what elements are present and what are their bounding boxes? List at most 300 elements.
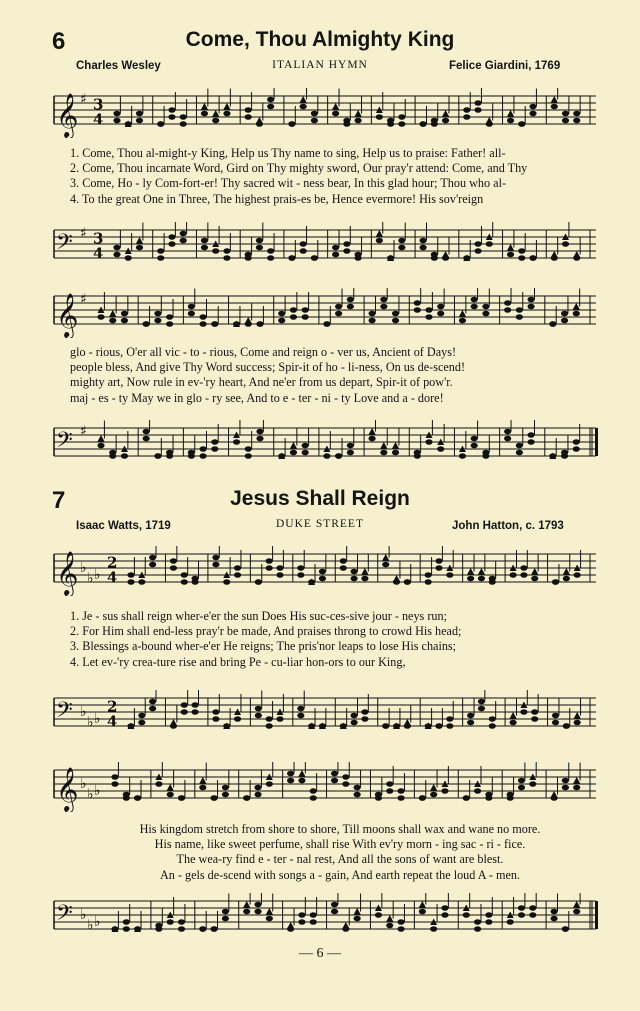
note-head bbox=[386, 781, 393, 787]
note-head bbox=[302, 307, 309, 313]
hymn-number: 7 bbox=[52, 487, 66, 514]
bass-clef-icon: 𝄢 bbox=[56, 901, 73, 931]
note-head bbox=[419, 121, 426, 127]
note-head bbox=[243, 901, 250, 908]
flat-icon: ♭ bbox=[87, 917, 94, 934]
lyric-line: 3. Blessings a-bound wher-e'er He reigns; The pris'nor leaps to lose His chains; bbox=[70, 639, 457, 654]
note-head bbox=[347, 443, 354, 449]
treble-clef-icon: 𝄞 bbox=[56, 767, 79, 811]
note-head bbox=[109, 310, 116, 317]
flat-icon: ♭ bbox=[87, 714, 94, 731]
note-head bbox=[255, 706, 262, 712]
note-head bbox=[211, 439, 218, 445]
note-head bbox=[489, 716, 496, 722]
note-head bbox=[552, 720, 559, 726]
note-head bbox=[113, 111, 120, 117]
flat-icon: ♭ bbox=[87, 570, 94, 587]
time-signature-numerator: 2 bbox=[107, 697, 118, 716]
note-head bbox=[310, 912, 317, 918]
note-head bbox=[323, 321, 330, 327]
note-head bbox=[254, 785, 261, 791]
note-head bbox=[178, 919, 185, 925]
note-head bbox=[256, 429, 263, 435]
sharp-icon: ♯ bbox=[80, 291, 87, 308]
note-head bbox=[386, 923, 393, 929]
time-signature-numerator: 3 bbox=[93, 95, 104, 114]
note-head bbox=[380, 450, 387, 456]
note-head bbox=[414, 300, 421, 306]
note-head bbox=[127, 572, 134, 578]
note-head bbox=[136, 118, 143, 124]
note-head bbox=[518, 912, 525, 918]
note-head bbox=[392, 318, 399, 324]
note-head bbox=[138, 579, 145, 585]
note-head bbox=[392, 311, 399, 317]
note-head bbox=[134, 795, 141, 801]
note-head bbox=[178, 795, 185, 801]
note-head bbox=[520, 572, 527, 578]
note-head bbox=[201, 238, 208, 244]
note-head bbox=[485, 795, 492, 801]
note-head bbox=[437, 446, 444, 452]
note-head bbox=[121, 311, 128, 317]
note-head bbox=[509, 572, 516, 578]
note-head bbox=[361, 716, 368, 722]
note-head bbox=[123, 919, 130, 925]
note-head bbox=[234, 572, 241, 578]
note-head bbox=[425, 572, 432, 578]
note-head bbox=[199, 453, 206, 459]
sharp-icon: ♯ bbox=[80, 423, 87, 440]
flat-icon: ♭ bbox=[94, 914, 101, 930]
lyric-line: The wea-ry find e - ter - nal rest, And all the sons of want are blest. bbox=[176, 852, 504, 867]
note-head bbox=[125, 255, 132, 261]
note-head bbox=[233, 321, 240, 327]
note-head bbox=[266, 565, 273, 571]
note-head bbox=[404, 723, 411, 729]
note-head bbox=[310, 788, 317, 794]
note-head bbox=[516, 443, 523, 449]
note-head bbox=[166, 314, 173, 320]
note-head bbox=[138, 720, 145, 726]
note-head bbox=[347, 304, 354, 310]
note-head bbox=[298, 770, 305, 777]
note-head bbox=[342, 781, 349, 787]
note-head bbox=[573, 255, 580, 261]
note-head bbox=[245, 453, 252, 459]
note-head bbox=[298, 919, 305, 925]
note-head bbox=[387, 255, 394, 261]
lyric-line: maj - es - ty May we in glo - ry see, And to e - ter - ni - ty Love and a - dore! bbox=[70, 390, 444, 405]
note-head bbox=[212, 248, 219, 254]
time-signature-numerator: 2 bbox=[107, 553, 118, 572]
note-head bbox=[529, 781, 536, 787]
note-head bbox=[245, 321, 252, 327]
flat-icon: ♭ bbox=[80, 560, 87, 576]
note-head bbox=[278, 453, 285, 459]
note-head bbox=[419, 795, 426, 801]
note-head bbox=[123, 926, 130, 932]
note-head bbox=[266, 908, 273, 915]
note-head bbox=[331, 771, 338, 777]
note-head bbox=[478, 706, 485, 712]
note-head bbox=[368, 311, 375, 317]
note-head bbox=[518, 121, 525, 127]
note-head bbox=[287, 771, 294, 777]
note-head bbox=[355, 118, 362, 124]
hymn-author: Isaac Watts, 1719 bbox=[76, 520, 171, 532]
note-head bbox=[573, 439, 580, 445]
note-head bbox=[347, 297, 354, 303]
note-head bbox=[149, 706, 156, 712]
note-head bbox=[343, 248, 350, 254]
note-head bbox=[463, 114, 470, 120]
note-head bbox=[222, 916, 229, 922]
lyric-line: His name, like sweet perfume, shall rise With ev'ry morn - ing sac - ri - fice. bbox=[154, 837, 526, 852]
note-head bbox=[254, 792, 261, 798]
music-staff-treble bbox=[48, 546, 608, 596]
note-head bbox=[463, 107, 470, 113]
music-staff-treble bbox=[48, 88, 608, 138]
note-head bbox=[170, 723, 177, 729]
note-head bbox=[431, 121, 438, 127]
flat-icon: ♭ bbox=[80, 907, 87, 923]
note-head bbox=[310, 795, 317, 801]
lyric-line: mighty art, Now rule in ev-'ry heart, And ne'er from us depart, Spir-it of pow'r. bbox=[70, 375, 453, 390]
note-head bbox=[136, 245, 143, 251]
note-head bbox=[332, 103, 339, 110]
note-head bbox=[430, 926, 437, 932]
note-head bbox=[520, 709, 527, 715]
note-head bbox=[245, 446, 252, 452]
hymn-composer: John Hatton, c. 1793 bbox=[452, 520, 564, 532]
flat-icon: ♭ bbox=[94, 567, 101, 583]
note-head bbox=[467, 720, 474, 726]
note-head bbox=[234, 565, 241, 571]
note-head bbox=[561, 311, 568, 317]
note-head bbox=[474, 241, 481, 247]
note-head bbox=[297, 706, 304, 712]
note-head bbox=[266, 558, 273, 564]
note-head bbox=[404, 579, 411, 585]
note-head bbox=[298, 912, 305, 918]
note-head bbox=[180, 114, 187, 120]
note-head bbox=[350, 720, 357, 726]
note-head bbox=[482, 311, 489, 317]
note-head bbox=[267, 104, 274, 110]
note-head bbox=[527, 432, 534, 438]
note-head bbox=[98, 435, 105, 442]
note-head bbox=[267, 255, 274, 261]
note-head bbox=[507, 252, 514, 258]
bass-clef-icon: 𝄢 bbox=[56, 698, 73, 728]
hymn-lyrics-block bbox=[70, 345, 610, 406]
note-head bbox=[211, 321, 218, 327]
note-head bbox=[573, 446, 580, 452]
note-head bbox=[549, 321, 556, 327]
note-head bbox=[266, 781, 273, 787]
note-head bbox=[300, 104, 307, 110]
note-head bbox=[482, 453, 489, 459]
note-head bbox=[563, 576, 570, 582]
note-head bbox=[143, 429, 150, 435]
note-head bbox=[212, 716, 219, 722]
note-head bbox=[255, 713, 262, 719]
note-head bbox=[562, 118, 569, 124]
hymn-tune-name: ITALIAN HYMN bbox=[272, 59, 368, 71]
note-head bbox=[527, 439, 534, 445]
note-head bbox=[509, 720, 516, 726]
note-head bbox=[109, 318, 116, 324]
note-head bbox=[518, 255, 525, 261]
note-head bbox=[342, 774, 349, 780]
note-head bbox=[149, 562, 156, 568]
note-head bbox=[109, 453, 116, 459]
note-head bbox=[507, 110, 514, 117]
note-head bbox=[563, 723, 570, 729]
note-head bbox=[319, 569, 326, 575]
note-head bbox=[288, 255, 295, 261]
note-head bbox=[441, 905, 448, 911]
note-head bbox=[459, 310, 466, 317]
note-head bbox=[529, 912, 536, 918]
note-head bbox=[474, 100, 481, 106]
note-head bbox=[529, 255, 536, 261]
note-head bbox=[298, 778, 305, 784]
note-head bbox=[310, 919, 317, 925]
note-head bbox=[518, 778, 525, 784]
note-head bbox=[507, 795, 514, 801]
note-head bbox=[392, 450, 399, 456]
note-head bbox=[243, 909, 250, 915]
note-head bbox=[574, 572, 581, 578]
note-head bbox=[350, 569, 357, 575]
note-head bbox=[562, 241, 569, 247]
note-head bbox=[149, 555, 156, 561]
note-head bbox=[266, 723, 273, 729]
final-barline bbox=[595, 901, 598, 929]
note-head bbox=[332, 252, 339, 258]
note-head bbox=[223, 103, 230, 110]
lyric-line: 1. Come, Thou al-might-y King, Help us Thy name to sing, Help us to praise: Father! all- bbox=[70, 146, 506, 160]
note-head bbox=[516, 314, 523, 320]
note-head bbox=[463, 795, 470, 801]
note-head bbox=[212, 110, 219, 117]
note-head bbox=[290, 442, 297, 449]
note-head bbox=[376, 230, 383, 237]
note-head bbox=[125, 121, 132, 127]
note-head bbox=[489, 579, 496, 585]
note-head bbox=[425, 307, 432, 313]
note-head bbox=[223, 255, 230, 261]
sharp-icon: ♯ bbox=[80, 225, 87, 242]
note-head bbox=[368, 318, 375, 324]
note-head bbox=[527, 304, 534, 310]
note-head bbox=[113, 252, 120, 258]
note-head bbox=[223, 248, 230, 254]
music-staff-bass bbox=[48, 893, 608, 943]
note-head bbox=[382, 554, 389, 561]
time-signature-denominator: 4 bbox=[93, 110, 104, 129]
note-head bbox=[167, 792, 174, 798]
note-head bbox=[266, 916, 273, 922]
note-head bbox=[180, 238, 187, 244]
final-barline bbox=[595, 428, 598, 456]
hymn-number: 6 bbox=[52, 28, 66, 55]
note-head bbox=[573, 901, 580, 908]
note-head bbox=[302, 314, 309, 320]
note-head bbox=[256, 436, 263, 442]
note-head bbox=[323, 453, 330, 459]
note-head bbox=[425, 579, 432, 585]
music-staff-bass bbox=[48, 690, 608, 740]
note-head bbox=[398, 245, 405, 251]
note-head bbox=[340, 565, 347, 571]
note-head bbox=[430, 792, 437, 798]
note-head bbox=[154, 453, 161, 459]
page-number: — 6 — bbox=[299, 946, 341, 961]
note-head bbox=[191, 702, 198, 708]
note-head bbox=[354, 792, 361, 798]
lyric-line: His kingdom stretch from shore to shore, Till moons shall wax and wane no more. bbox=[139, 822, 541, 836]
note-head bbox=[181, 579, 188, 585]
note-head bbox=[181, 709, 188, 715]
note-head bbox=[380, 304, 387, 310]
note-head bbox=[149, 699, 156, 705]
note-head bbox=[573, 777, 580, 784]
note-head bbox=[474, 919, 481, 925]
note-head bbox=[471, 443, 478, 449]
flat-icon: ♭ bbox=[80, 776, 87, 792]
note-head bbox=[463, 255, 470, 261]
note-head bbox=[223, 111, 230, 117]
note-head bbox=[222, 792, 229, 798]
note-head bbox=[398, 238, 405, 244]
lyric-line: 1. Je - sus shall reign wher-e'er the sun Does His suc-ces-sive jour - neys run; bbox=[70, 609, 447, 623]
note-head bbox=[516, 307, 523, 313]
note-head bbox=[442, 110, 449, 117]
note-head bbox=[311, 118, 318, 124]
note-head bbox=[155, 926, 162, 932]
note-head bbox=[335, 304, 342, 310]
hymn-title: Jesus Shall Reign bbox=[230, 487, 410, 510]
hymn-lyrics-block bbox=[60, 822, 620, 883]
note-head bbox=[562, 785, 569, 791]
note-head bbox=[170, 565, 177, 571]
note-head bbox=[278, 318, 285, 324]
note-head bbox=[188, 304, 195, 310]
note-head bbox=[297, 713, 304, 719]
note-head bbox=[111, 781, 118, 787]
note-head bbox=[471, 304, 478, 310]
note-head bbox=[331, 909, 338, 915]
treble-clef-icon: 𝄞 bbox=[56, 93, 79, 137]
note-head bbox=[180, 121, 187, 127]
note-head bbox=[211, 926, 218, 932]
note-head bbox=[201, 103, 208, 110]
note-head bbox=[350, 576, 357, 582]
note-head bbox=[113, 118, 120, 124]
note-head bbox=[157, 248, 164, 254]
note-head bbox=[256, 238, 263, 244]
note-head bbox=[350, 713, 357, 719]
note-head bbox=[393, 579, 400, 585]
note-head bbox=[467, 576, 474, 582]
note-head bbox=[459, 318, 466, 324]
note-head bbox=[276, 572, 283, 578]
treble-clef-icon: 𝄞 bbox=[56, 293, 79, 337]
note-head bbox=[486, 241, 493, 247]
note-head bbox=[181, 702, 188, 708]
note-head bbox=[386, 915, 393, 922]
note-head bbox=[201, 111, 208, 117]
note-head bbox=[446, 716, 453, 722]
note-head bbox=[392, 442, 399, 449]
note-head bbox=[397, 926, 404, 932]
note-head bbox=[376, 114, 383, 120]
note-head bbox=[552, 713, 559, 719]
hymn-composer: Felice Giardini, 1769 bbox=[449, 60, 561, 72]
hymn-lyrics-block bbox=[70, 146, 610, 207]
note-head bbox=[245, 255, 252, 261]
note-head bbox=[319, 723, 326, 729]
note-head bbox=[435, 558, 442, 564]
lyric-line: 4. To the great One in Three, The highest prais-es be, Hence evermore! His sov'reign bbox=[70, 191, 484, 206]
note-head bbox=[199, 926, 206, 932]
note-head bbox=[342, 926, 349, 932]
time-signature-denominator: 4 bbox=[107, 568, 118, 587]
note-head bbox=[375, 795, 382, 801]
note-head bbox=[154, 311, 161, 317]
note-head bbox=[474, 788, 481, 794]
note-head bbox=[573, 785, 580, 791]
note-head bbox=[376, 238, 383, 244]
note-head bbox=[167, 919, 174, 925]
note-head bbox=[276, 716, 283, 722]
note-head bbox=[459, 453, 466, 459]
note-head bbox=[168, 114, 175, 120]
note-head bbox=[256, 121, 263, 127]
note-head bbox=[340, 558, 347, 564]
note-head bbox=[419, 909, 426, 915]
note-head bbox=[143, 436, 150, 442]
note-head bbox=[211, 446, 218, 452]
note-head bbox=[478, 576, 485, 582]
note-head bbox=[134, 926, 141, 932]
note-head bbox=[531, 716, 538, 722]
note-head bbox=[332, 245, 339, 251]
note-head bbox=[332, 111, 339, 117]
note-head bbox=[136, 237, 143, 244]
time-signature-denominator: 4 bbox=[93, 244, 104, 263]
note-head bbox=[155, 781, 162, 787]
note-head bbox=[319, 576, 326, 582]
lyric-line: 2. For Him shall end-less pray'r be made, And praises throng to crowd His head; bbox=[70, 624, 462, 639]
lyric-line: people bless, And give Thy Word success; Spir-it of ho - li-ness, On us de-scend! bbox=[70, 360, 466, 375]
note-head bbox=[562, 111, 569, 117]
note-head bbox=[343, 241, 350, 247]
note-head bbox=[354, 916, 361, 922]
note-head bbox=[529, 104, 536, 110]
note-head bbox=[157, 255, 164, 261]
note-head bbox=[478, 568, 485, 575]
note-head bbox=[136, 111, 143, 117]
bass-clef-icon: 𝄢 bbox=[56, 230, 73, 260]
note-head bbox=[504, 307, 511, 313]
note-head bbox=[471, 297, 478, 303]
bass-clef-icon: 𝄢 bbox=[56, 428, 73, 458]
note-head bbox=[290, 307, 297, 313]
